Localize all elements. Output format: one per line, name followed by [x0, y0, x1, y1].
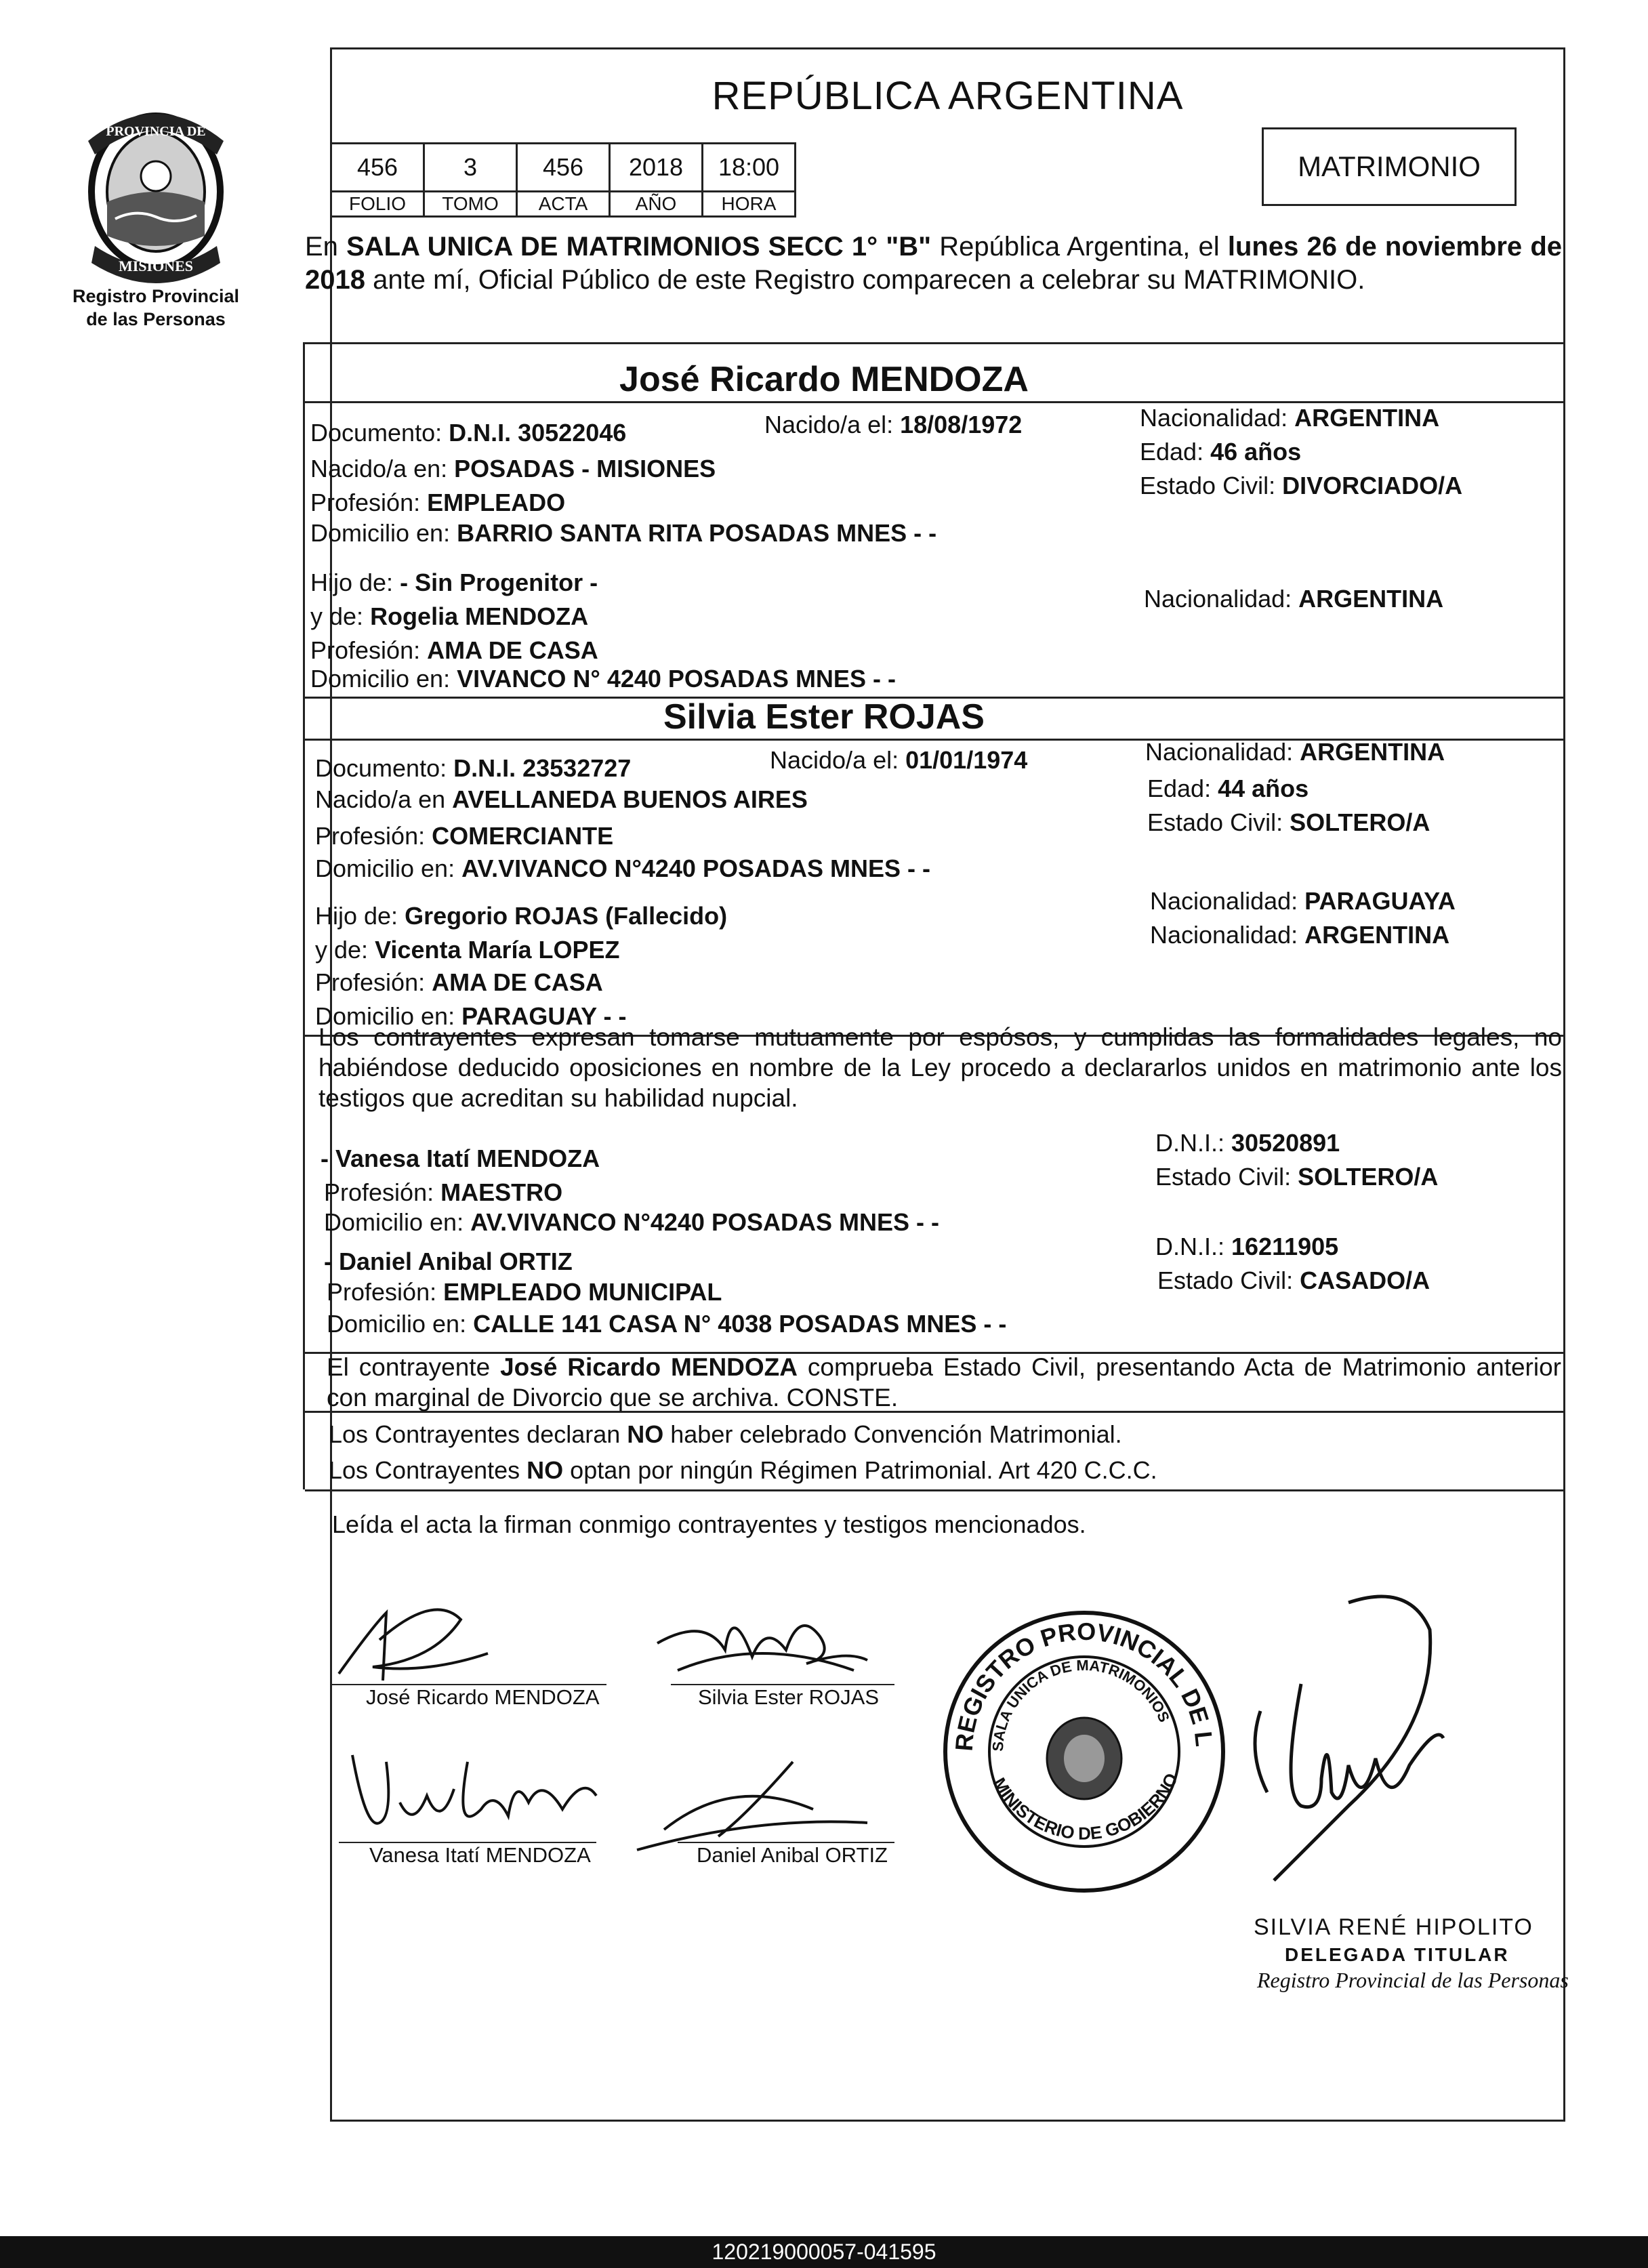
svg-text:SALA UNICA DE MATRIMONIOS: SALA UNICA DE MATRIMONIOS	[989, 1656, 1174, 1752]
firma-label-testigo2: Daniel Anibal ORTIZ	[697, 1843, 888, 1867]
reading-statement: Leída el acta la firman conmigo contrayentes y testigos mencionados.	[332, 1510, 1086, 1538]
firma-label-testigo1: Vanesa Itatí MENDOZA	[369, 1843, 591, 1867]
signature-jose	[332, 1599, 508, 1687]
official-stamp	[928, 1584, 1230, 1897]
c1-nacionalidad: Nacionalidad: ARGENTINA	[1140, 404, 1440, 432]
c1-estado-civil: Estado Civil: DIVORCIADO/A	[1140, 472, 1463, 499]
signature-vanesa	[339, 1748, 603, 1843]
c2-y-de: y de: Vicenta María LOPEZ	[315, 936, 620, 964]
signature-silvia	[651, 1596, 874, 1697]
c1-y-de: y de: Rogelia MENDOZA	[310, 602, 589, 630]
c2-madre-profesion: Profesión: AMA DE CASA	[315, 968, 603, 996]
contrayente1-name: José Ricardo MENDOZA	[619, 360, 1029, 399]
anio-label: AÑO	[610, 192, 703, 217]
c2-hijo-de: Hijo de: Gregorio ROJAS (Fallecido)	[315, 902, 728, 930]
tomo-label: TOMO	[424, 192, 517, 217]
c1-hijo-de: Hijo de: - Sin Progenitor -	[310, 569, 598, 596]
testigo1-domicilio: Domicilio en: AV.VIVANCO N°4240 POSADAS MNES - -	[324, 1208, 939, 1236]
c2-domicilio: Domicilio en: AV.VIVANCO N°4240 POSADAS MNES - -	[315, 854, 930, 882]
civil-status-note: El contrayente José Ricardo MENDOZA comprueba Estado Civil, presentando Acta de Matrimonio anterior con marginal de Divorcio que se archiva. CONSTE.	[327, 1353, 1561, 1411]
c2-madre-nacionalidad: Nacionalidad: ARGENTINA	[1150, 921, 1450, 949]
testigo2-dni: D.N.I.: 16211905	[1155, 1233, 1339, 1260]
c2-nacionalidad: Nacionalidad: ARGENTINA	[1145, 738, 1445, 766]
c1-documento: Documento: D.N.I. 30522046	[310, 419, 627, 447]
c2-nacido-el: Nacido/a el: 01/01/1974	[770, 746, 1028, 774]
testigo2-profesion: Profesión: EMPLEADO MUNICIPAL	[327, 1278, 722, 1306]
c2-documento: Documento: D.N.I. 23532727	[315, 754, 632, 782]
firma-label-contrayente2: Silvia Ester ROJAS	[698, 1685, 880, 1709]
oficial-cargo: DELEGADA TITULAR	[1285, 1944, 1510, 1965]
anio-value: 2018	[610, 144, 703, 192]
c1-profesion: Profesión: EMPLEADO	[310, 489, 566, 516]
svg-text:REGISTRO PROVINCIAL DE LAS PER: REGISTRO PROVINCIAL DE LAS PERSONAS	[928, 1584, 1219, 1752]
c1-padre-nacionalidad: Nacionalidad: ARGENTINA	[1144, 585, 1444, 613]
acta-label: ACTA	[517, 192, 610, 217]
svg-text:PROVINCIA DE: PROVINCIA DE	[106, 124, 206, 139]
folio-label: FOLIO	[331, 192, 424, 217]
declaration-paragraph: Los contrayentes expresan tomarse mutuamente por espósos, y cumplidas las formalidades legales, no habiéndose deducido oposiciones en nombre de la Ley procedo a declararlos unidos en matrimonio ante los testigos que acreditan su habilidad nupcial.	[318, 1023, 1562, 1112]
testigo1-dni: D.N.I.: 30520891	[1155, 1129, 1340, 1157]
testigo2-estado-civil: Estado Civil: CASADO/A	[1157, 1266, 1430, 1294]
svg-text:MISIONES: MISIONES	[118, 257, 194, 274]
c1-nacido-en: Nacido/a en: POSADAS - MISIONES	[310, 455, 716, 482]
c2-estado-civil: Estado Civil: SOLTERO/A	[1147, 808, 1430, 836]
testigo1-estado-civil: Estado Civil: SOLTERO/A	[1155, 1163, 1439, 1191]
hora-label: HORA	[703, 192, 796, 217]
org-line1: Registro Provincial	[72, 286, 240, 306]
registration-table	[330, 142, 796, 218]
province-seal	[75, 100, 237, 283]
testigo1-profesion: Profesión: MAESTRO	[324, 1178, 563, 1206]
c2-madre-domicilio: Domicilio en: PARAGUAY - -	[315, 1002, 627, 1030]
org-line2: de las Personas	[86, 309, 226, 329]
signature-oficial	[1193, 1589, 1477, 1928]
testigo2-nombre: - Daniel Anibal ORTIZ	[324, 1248, 573, 1275]
hora-value: 18:00	[703, 144, 796, 192]
svg-text:MINISTERIO DE GOBIERNO: MINISTERIO DE GOBIERNO	[989, 1769, 1182, 1844]
c2-padre-nacionalidad: Nacionalidad: PARAGUAYA	[1150, 887, 1456, 915]
folio-value: 456	[331, 144, 424, 192]
testigo1-nombre: - Vanesa Itatí MENDOZA	[321, 1145, 600, 1172]
c2-nacido-en: Nacido/a en AVELLANEDA BUENOS AIRES	[315, 785, 808, 813]
regimen-line: Los Contrayentes NO optan por ningún Régimen Patrimonial. Art 420 C.C.C.	[329, 1456, 1157, 1484]
c1-nacido-el: Nacido/a el: 18/08/1972	[764, 411, 1023, 438]
act-type-box: MATRIMONIO	[1262, 127, 1517, 206]
contrayente2-name: Silvia Ester ROJAS	[663, 697, 985, 737]
c1-madre-profesion: Profesión: AMA DE CASA	[310, 636, 598, 664]
c2-profesion: Profesión: COMERCIANTE	[315, 822, 614, 850]
firma-label-contrayente1: José Ricardo MENDOZA	[366, 1685, 600, 1709]
c2-edad: Edad: 44 años	[1147, 775, 1309, 802]
tomo-value: 3	[424, 144, 517, 192]
acta-value: 456	[517, 144, 610, 192]
document-title: REPÚBLICA ARGENTINA	[712, 74, 1184, 118]
c1-domicilio: Domicilio en: BARRIO SANTA RITA POSADAS MNES - -	[310, 519, 937, 547]
c1-madre-domicilio: Domicilio en: VIVANCO N° 4240 POSADAS MNES - -	[310, 665, 896, 693]
footer-code: 120219000057-041595	[0, 2236, 1648, 2268]
oficial-organismo: Registro Provincial de las Personas	[1257, 1968, 1569, 1992]
oficial-nombre: SILVIA RENÉ HIPOLITO	[1254, 1914, 1533, 1940]
c1-edad: Edad: 46 años	[1140, 438, 1302, 466]
convencion-line: Los Contrayentes declaran NO haber celebrado Convención Matrimonial.	[329, 1420, 1122, 1448]
signature-daniel	[623, 1748, 881, 1850]
intro-paragraph: En SALA UNICA DE MATRIMONIOS SECC 1° "B" República Argentina, el lunes 26 de noviembre de 2018 ante mí, Oficial Público de este Registro comparecen a celebrar su MATRIMONIO.	[305, 232, 1562, 295]
testigo2-domicilio: Domicilio en: CALLE 141 CASA N° 4038 POSADAS MNES - -	[327, 1310, 1007, 1338]
